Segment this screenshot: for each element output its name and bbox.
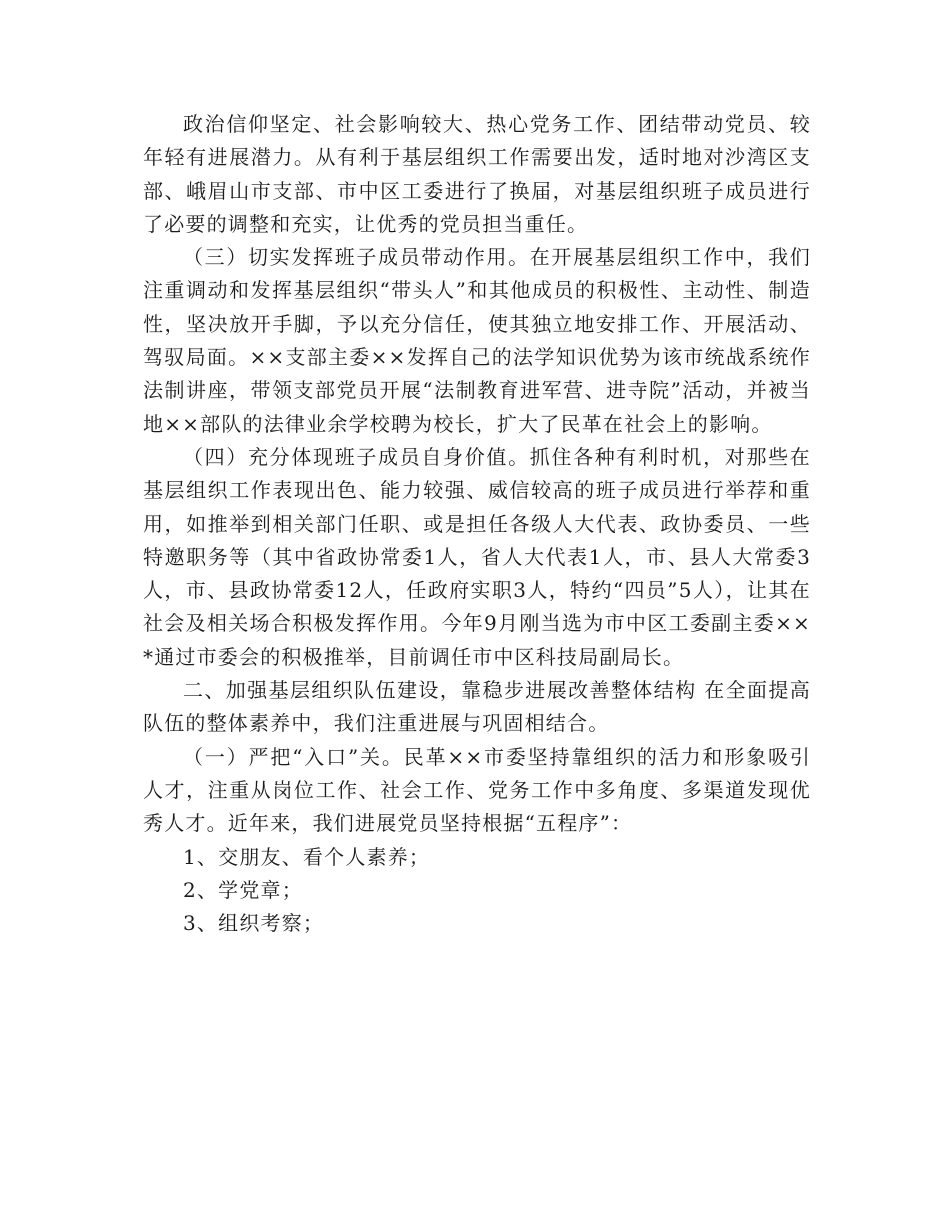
paragraph-section-3: （三）切实发挥班子成员带动作用。在开展基层组织工作中，我们注重调动和发挥基层组织“带头人”和其他成员的积极性、主动性、制造性，坚决放开手脚，予以充分信任，使其独立地安排工作、开展活动、驾驭局面。××支部主委××发挥自己的法学知识优势为该市统战系统作法制讲座，带领支部党员开展“法制教育进军营、进寺院”活动，并被当地××部队的法律业余学校聘为校长，扩大了民革在社会上的影响。 bbox=[143, 245, 811, 436]
document-body bbox=[143, 108, 811, 940]
list-item-3: 3、组织考察； bbox=[183, 911, 325, 936]
list-item-2: 2、学党章； bbox=[183, 877, 303, 902]
paragraph-continuation: 政治信仰坚定、社会影响较大、热心党务工作、团结带动党员、较年轻有进展潜力。从有利于基层组织工作需要出发，适时地对沙湾区支部、峨眉山市支部、市中区工委进行了换届，对基层组织班子成员进行了必要的调整和充实，让优秀的党员担当重任。 bbox=[143, 112, 811, 236]
list-item-1: 1、交朋友、看个人素养； bbox=[183, 844, 431, 869]
paragraph-section-4: （四）充分体现班子成员自身价值。抓住各种有利时机，对那些在基层组织工作表现出色、能力较强、威信较高的班子成员进行举荐和重用，如推举到相关部门任职、或是担任各级人大代表、政协委员、一些特邀职务等（其中省政协常委1人，省人大代表1人，市、县人大常委3人，市、县政协常委12人，任政府实职3人，特约“四员”5人），让其在社会及相关场合积极发挥作用。今年9月刚当选为市中区工委副主委××*通过市委会的积极推举，目前调任市中区科技局副局长。 bbox=[143, 444, 811, 669]
paragraph-heading-2: 二、加强基层组织队伍建设，靠稳步进展改善整体结构 在全面提高队伍的整体素养中，我们注重进展与巩固相结合。 bbox=[143, 678, 811, 736]
paragraph-subsection-1: （一）严把“入口”关。民革××市委坚持靠组织的活力和形象吸引人才，注重从岗位工作、社会工作、党务工作中多角度、多渠道发现优秀人才。近年来，我们进展党员坚持根据“五程序”： bbox=[143, 744, 811, 836]
